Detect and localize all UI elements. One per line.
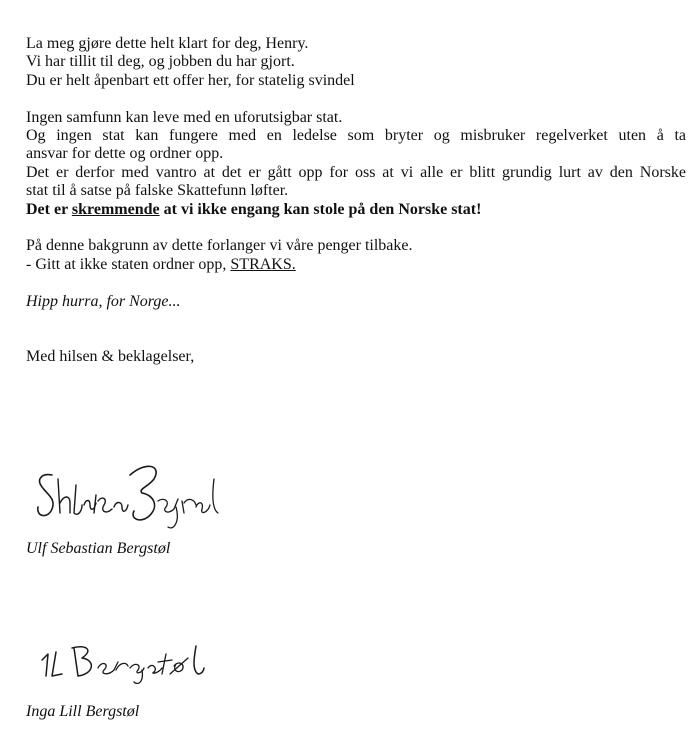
letter-body <box>26 35 686 366</box>
signatory-inga-name: Inga Lill Bergstøl <box>26 703 140 720</box>
bold-statement-pre: Det er <box>26 200 72 218</box>
spacer <box>26 219 686 237</box>
para2-line4: Det er derfor med vantro at det er gått opp for oss at vi alle er blitt grundig lurt av den Norske <box>26 163 686 181</box>
para3-line1: På denne bakgrunn av dette forlanger vi våre penger tilbake. <box>26 237 413 255</box>
bold-statement-post: at vi ikke engang kan stole på den Norske stat! <box>159 200 482 218</box>
cheer-line: Hipp hurra, for Norge... <box>26 292 181 310</box>
para1-line3: Du er helt åpenbart ett offer her, for statelig svindel <box>26 71 355 89</box>
signature-inga-lill <box>38 640 208 684</box>
para1-line2: Vi har tillit til deg, og jobben du har gjort. <box>26 53 295 71</box>
spacer <box>26 329 686 347</box>
spacer <box>26 90 686 108</box>
para1-line1: La meg gjøre dette helt klart for deg, Henry. <box>26 35 309 52</box>
para2-line1: Ingen samfunn kan leve med en uforutsigbar stat. <box>26 108 343 126</box>
spacer <box>26 274 686 292</box>
straks-underlined: STRAKS. <box>230 255 296 273</box>
bold-statement <box>26 201 686 219</box>
closing-line: Med hilsen & beklagelser, <box>26 347 195 365</box>
para3-line2-pre: - Gitt at ikke staten ordner opp, <box>26 255 231 273</box>
signatory-ulf-name: Ulf Sebastian Bergstøl <box>26 540 171 557</box>
para2-line3: ansvar for dette og ordner opp. <box>26 145 224 163</box>
para3-line2 <box>26 256 686 274</box>
bold-statement-underlined: skremmende <box>71 200 160 218</box>
spacer <box>26 311 686 329</box>
signature-ulf-sebastian <box>30 455 230 535</box>
para2-line5: stat til å satse på falske Skattefunn løfter. <box>26 182 289 200</box>
para2-line2: Og ingen stat kan fungere med en ledelse som bryter og misbruker regelverket uten å ta <box>26 127 686 145</box>
